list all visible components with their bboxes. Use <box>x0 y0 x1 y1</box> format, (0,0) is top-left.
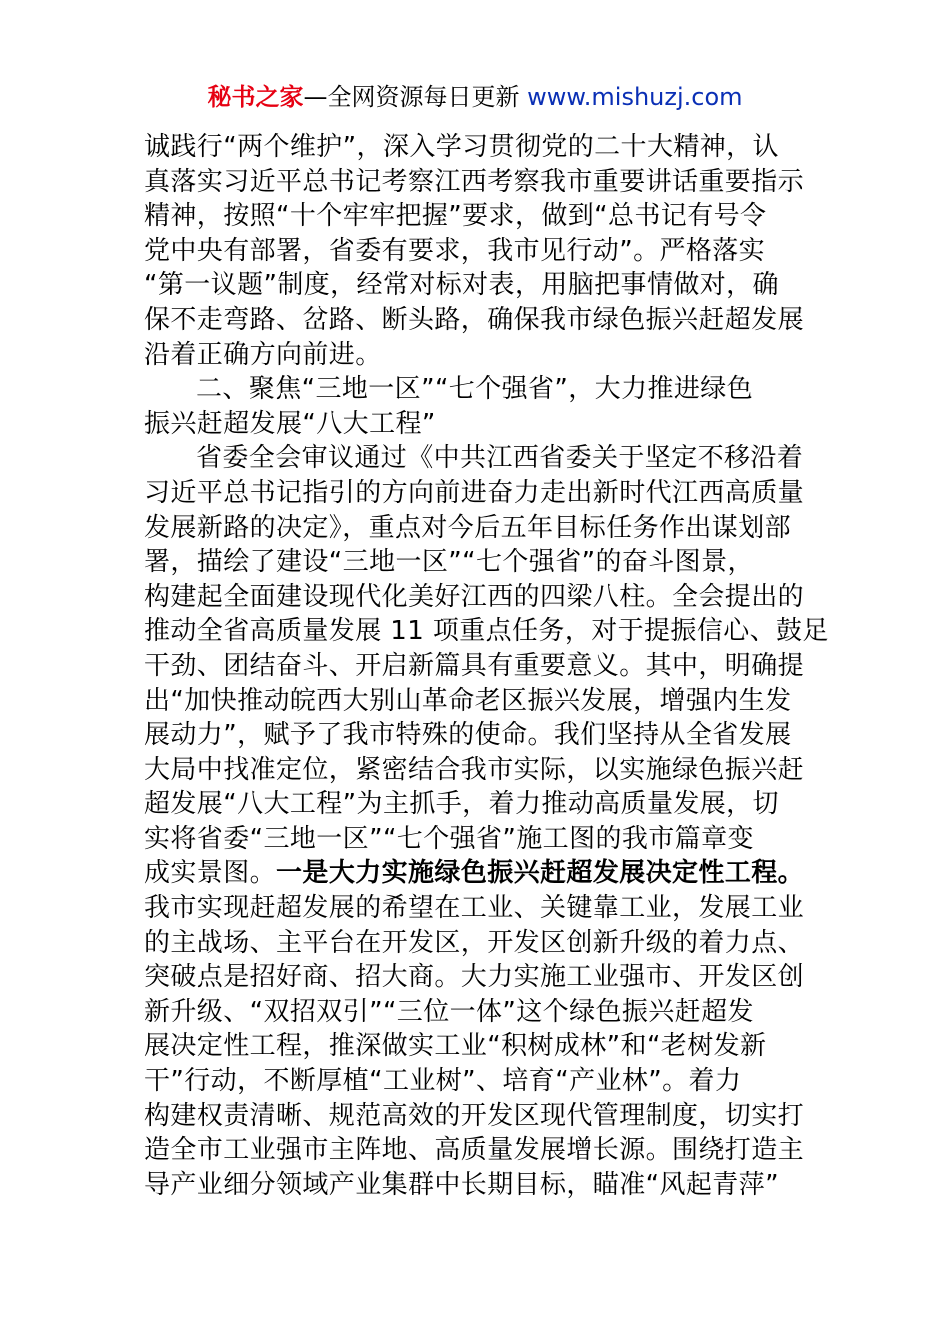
text-line-content: 构建权责清晰、规范高效的开发区现代管理制度，切实打 <box>144 1100 805 1131</box>
text-line-content: 党中央有部署，省委有要求，我市见行动”。严格落实 <box>144 235 766 266</box>
text-line <box>144 926 809 961</box>
text-line-content: “第一议题”制度，经常对标对表，用脑把事情做对，确 <box>144 270 779 301</box>
text-line-content: 构建起全面建设现代化美好江西的四梁八柱。全会提出的 <box>144 581 805 612</box>
text-line <box>144 649 809 684</box>
document-body <box>144 130 829 1202</box>
site-url-link[interactable]: www.mishuzj.com <box>527 83 743 111</box>
text-line <box>144 753 809 788</box>
text-line <box>144 1168 809 1203</box>
text-line <box>144 303 809 338</box>
text-line <box>144 476 809 511</box>
text-line <box>144 960 809 995</box>
text-line <box>144 1064 809 1099</box>
text-line <box>144 891 809 926</box>
text-line-content: 突破点是招好商、招大商。大力实施工业强市、开发区创 <box>144 962 805 993</box>
text-line-content: 成实景图。 <box>144 858 277 889</box>
text-line <box>144 165 809 200</box>
text-line <box>144 822 809 857</box>
text-line <box>144 268 809 303</box>
text-line <box>144 580 809 615</box>
text-line <box>144 1029 809 1064</box>
text-line-content: 省委全会审议通过《中共江西省委关于坚定不移沿着 <box>196 443 804 474</box>
text-line <box>144 130 809 165</box>
text-line <box>144 856 809 891</box>
text-line <box>144 372 809 407</box>
text-line <box>144 787 809 822</box>
header-tagline: —全网资源每日更新 <box>303 83 520 111</box>
text-line <box>144 199 809 234</box>
page-header <box>0 80 950 114</box>
text-line-content: 干”行动，不断厚植“工业树”、培育“产业林”。着力 <box>144 1066 742 1097</box>
text-line-content: 超发展“八大工程”为主抓手，着力推动高质量发展，切 <box>144 789 779 820</box>
text-line-content: 展决定性工程，推深做实工业“积树成林”和“老树发新 <box>144 1031 767 1062</box>
text-line-content: 振兴赶超发展“八大工程” <box>144 408 436 439</box>
text-line-content: 二、聚焦“三地一区”“七个强省”，大力推进绿色 <box>196 374 754 405</box>
text-line <box>144 234 809 269</box>
text-line-content: 造全市工业强市主阵地、高质量发展增长源。围绕打造主 <box>144 1135 805 1166</box>
text-line-content: 发展新路的决定》，重点对今后五年目标任务作出谋划部 <box>144 512 792 543</box>
text-line <box>144 684 809 719</box>
text-line <box>144 1099 809 1134</box>
text-line-content: 署，描绘了建设“三地一区”“七个强省”的奋斗图景， <box>144 547 754 578</box>
text-line <box>144 441 809 476</box>
text-line-content: 大局中找准定位，紧密结合我市实际，以实施绿色振兴赶 <box>144 754 805 785</box>
text-line-content: 实将省委“三地一区”“七个强省”施工图的我市篇章变 <box>144 823 754 854</box>
text-line <box>144 338 809 373</box>
text-line <box>144 407 809 442</box>
text-line <box>144 995 809 1030</box>
text-line-content: 精神，按照“十个牢牢把握”要求，做到“总书记有号令 <box>144 201 767 232</box>
text-line-content: 推动全省高质量发展 11 项重点任务，对于提振信心、鼓足 <box>144 616 829 647</box>
text-line <box>144 545 809 580</box>
text-line <box>144 718 809 753</box>
text-line-content: 新升级、“双招双引”“三位一体”这个绿色振兴赶超发 <box>144 996 754 1027</box>
text-line-content: 展动力”，赋予了我市特殊的使命。我们坚持从全省发展 <box>144 720 792 751</box>
text-line-content: 我市实现赶超发展的希望在工业、关键靠工业，发展工业 <box>144 893 805 924</box>
bold-heading-text: 一是大力实施绿色振兴赶超发展决定性工程。 <box>276 858 805 889</box>
brand-name: 秘书之家 <box>207 83 304 111</box>
text-line <box>144 511 809 546</box>
text-line-content: 真落实习近平总书记考察江西考察我市重要讲话重要指示 <box>144 166 805 197</box>
text-line-content: 导产业细分领域产业集群中长期目标，瞄准“风起青萍” <box>144 1169 779 1200</box>
text-line <box>144 614 829 649</box>
text-line-content: 的主战场、主平台在开发区，开发区创新升级的着力点、 <box>144 927 805 958</box>
text-line-content: 干劲、团结奋斗、开启新篇具有重要意义。其中，明确提 <box>144 650 805 681</box>
text-line-content: 保不走弯路、岔路、断头路，确保我市绿色振兴赶超发展 <box>144 304 805 335</box>
text-line <box>144 1133 809 1168</box>
text-line-content: 诚践行“两个维护”，深入学习贯彻党的二十大精神，认 <box>144 132 779 162</box>
text-line-content: 出“加快推动皖西大别山革命老区振兴发展，增强内生发 <box>144 685 792 716</box>
text-line-content: 沿着正确方向前进。 <box>144 339 382 370</box>
text-line-content: 习近平总书记指引的方向前进奋力走出新时代江西高质量 <box>144 477 805 508</box>
